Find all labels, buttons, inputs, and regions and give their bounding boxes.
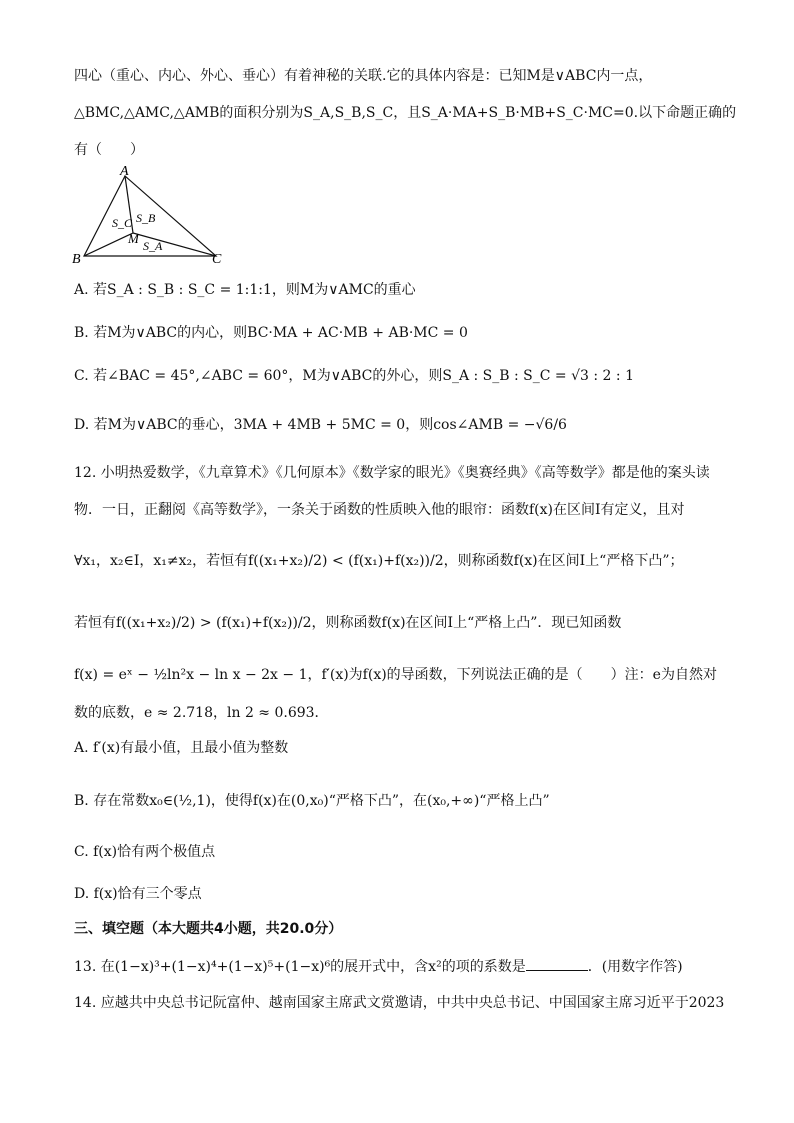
q13-line	[74, 956, 683, 977]
q12-line-5: f(x) = eˣ − ½ln²x − ln x − 2x − 1，f′(x)为f(x)的导函数，下列说法正确的是（ ）注：e为自然对	[74, 667, 717, 683]
q11-option-a: A. 若S_A : S_B : S_C = 1:1:1，则M为∨AMC的重心	[74, 282, 416, 298]
q12-line-6: 数的底数，e ≈ 2.718，ln 2 ≈ 0.693．	[74, 705, 329, 721]
q13-answer-blank	[526, 956, 588, 971]
q12-option-a: A. f′(x)有最小值，且最小值为整数	[74, 740, 289, 756]
q12-option-d: D. f(x)恰有三个零点	[74, 886, 202, 902]
q12-line-2: 物．一日，正翻阅《高等数学》，一条关于函数的性质映入他的眼帘：函数f(x)在区间I有定义，且对	[74, 502, 685, 518]
q11-option-c: C. 若∠BAC = 45°,∠ABC = 60°，M为∨ABC的外心，则S_A : S_B : S_C = √3 : 2 : 1	[74, 368, 634, 384]
area-sc-label: S_C	[112, 216, 133, 230]
q11-line-2: △BMC,△AMC,△AMB的面积分别为S_A,S_B,S_C，且S_A·MA+S_B·MB+S_C·MC=0.以下命题正确的	[74, 105, 737, 121]
q11-line-3: 有（ ）	[74, 142, 144, 158]
q11-option-d: D. 若M为∨ABC的垂心，3MA + 4MB + 5MC = 0，则cos∠AMB = −√6/6	[74, 417, 567, 433]
vertex-a-label: A	[120, 164, 129, 179]
point-m-label: M	[128, 231, 139, 246]
triangle-figure	[70, 164, 240, 266]
q12-line-3: ∀x₁，x₂∈I，x₁≠x₂，若恒有f((x₁+x₂)/2) < (f(x₁)+f(x₂))/2，则称函数f(x)在区间I上“严格下凸”；	[74, 553, 684, 569]
q13-tail: ．(用数字作答)	[587, 959, 683, 975]
q12-option-b: B. 存在常数x₀∈(½,1)，使得f(x)在(0,x₀)“严格下凸”，在(x₀,+∞)“严格上凸”	[74, 793, 550, 809]
q13-text: 13. 在(1−x)³+(1−x)⁴+(1−x)⁵+(1−x)⁶的展开式中，含x²的项的系数是	[74, 959, 526, 975]
segment-bm	[84, 233, 133, 256]
vertex-c-label: C	[212, 252, 222, 266]
area-sb-label: S_B	[136, 211, 156, 225]
section-heading: 三、填空题（本大题共4小题，共20.0分）	[74, 921, 343, 937]
q11-line-1: 四心（重心、内心、外心、垂心）有着神秘的关联.它的具体内容是：已知M是∨ABC内一点，	[74, 68, 653, 84]
q11-option-b: B. 若M为∨ABC的内心，则BC·MA + AC·MB + AB·MC = 0	[74, 325, 468, 341]
q12-option-c: C. f(x)恰有两个极值点	[74, 844, 216, 860]
q14-line: 14. 应越共中央总书记阮富仲、越南国家主席武文赏邀请，中共中央总书记、中国国家主席习近平于2023	[74, 995, 725, 1011]
area-sa-label: S_A	[143, 239, 163, 253]
q12-line-4: 若恒有f((x₁+x₂)/2) > (f(x₁)+f(x₂))/2，则称函数f(x)在区间I上“严格上凸”．现已知函数	[74, 615, 622, 631]
vertex-b-label: B	[72, 252, 81, 266]
q12-line-1: 12. 小明热爱数学，《九章算术》《几何原本》《数学家的眼光》《奥赛经典》《高等数学》都是他的案头读	[74, 465, 710, 481]
